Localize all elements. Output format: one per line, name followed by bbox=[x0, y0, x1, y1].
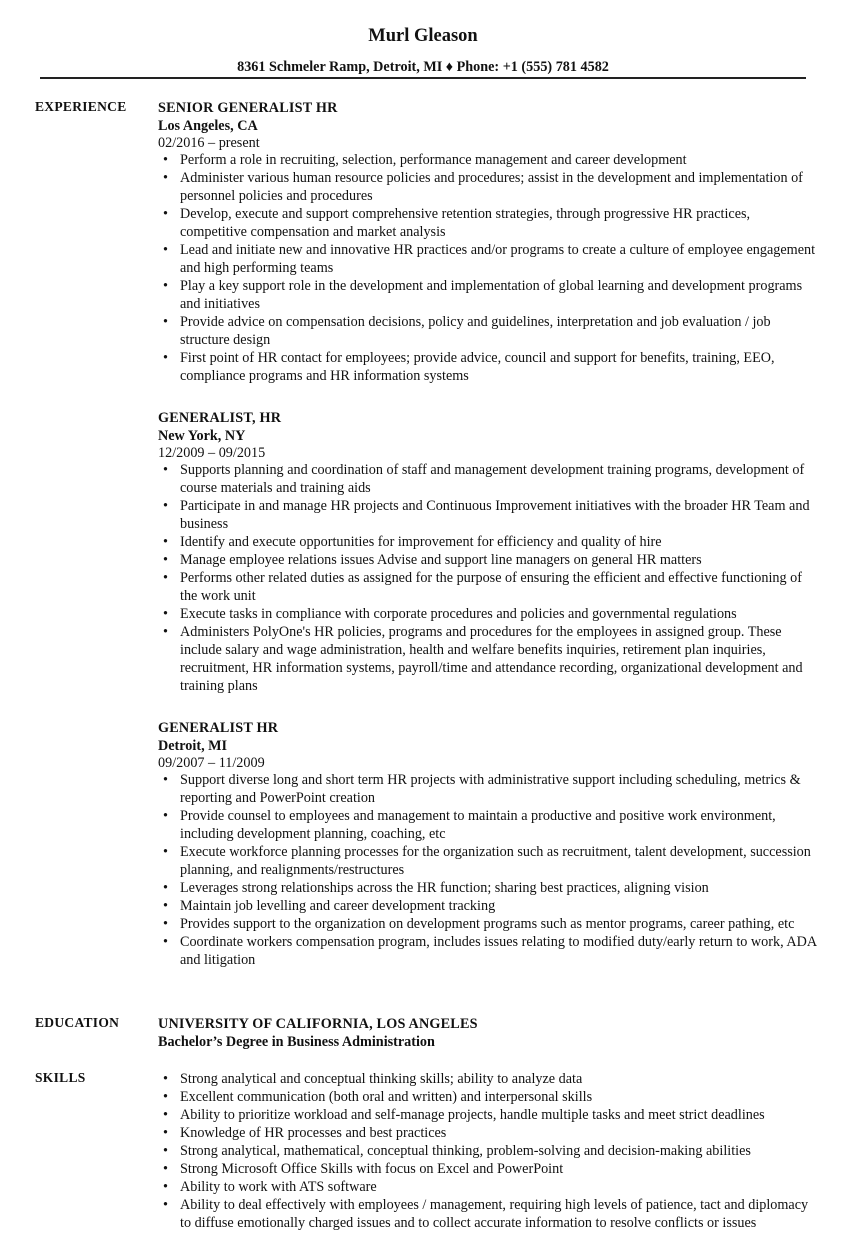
job-dates: 09/2007 – 11/2009 bbox=[158, 755, 265, 771]
education-degree: Bachelor’s Degree in Business Administration bbox=[158, 1034, 435, 1050]
bullet-item: • Develop, execute and support comprehensive retention strategies, through progressive HR practices, competitive compensation and market analysis bbox=[180, 205, 818, 241]
bullet-item: • Participate in and manage HR projects and Continuous Improvement initiatives with the broader HR Team and business bbox=[180, 497, 818, 533]
job-dates: 12/2009 – 09/2015 bbox=[158, 445, 266, 461]
skills-bullets bbox=[158, 1070, 818, 1232]
job-bullets bbox=[158, 151, 818, 385]
bullet-item: • Administers PolyOne's HR policies, programs and procedures for the employees in assigned group. These include salary and wage administration, health and welfare benefits inquiries, retirement plan inquiries, recruitment, HR information systems, payroll/time and attendance recording, organizational development and training plans bbox=[180, 623, 818, 695]
skill-item: • Excellent communication (both oral and written) and interpersonal skills bbox=[180, 1088, 818, 1106]
job-location: Los Angeles, CA bbox=[158, 118, 258, 134]
experience-list bbox=[158, 99, 818, 981]
bullet-item: • Play a key support role in the development and implementation of global learning and development programs and initiatives bbox=[180, 277, 818, 313]
skill-item: • Ability to deal effectively with employees / management, requiring high levels of patience, tact and diplomacy to diffuse emotionally charged issues and to collect accurate information to resolve conflicts or issues bbox=[180, 1196, 818, 1232]
bullet-item: • Supports planning and coordination of staff and management development training programs, development of course materials and training aids bbox=[180, 461, 818, 497]
skill-item: • Ability to work with ATS software bbox=[180, 1178, 818, 1196]
job-title: GENERALIST, HR bbox=[158, 410, 282, 426]
skill-item: • Ability to prioritize workload and self-manage projects, handle multiple tasks and meet strict deadlines bbox=[180, 1106, 818, 1124]
bullet-item: • Maintain job levelling and career development tracking bbox=[180, 897, 818, 915]
bullet-item: • Manage employee relations issues Advise and support line managers on general HR matters bbox=[180, 551, 818, 569]
bullet-item: • Coordinate workers compensation program, includes issues relating to modified duty/early return to work, ADA and litigation bbox=[180, 933, 818, 969]
job-entry bbox=[158, 409, 818, 695]
bullet-item: • Provide counsel to employees and management to maintain a productive and positive work environment, including development planning, coaching, etc bbox=[180, 807, 818, 843]
bullet-item: • Lead and initiate new and innovative HR practices and/or programs to create a culture of employee engagement and high performing teams bbox=[180, 241, 818, 277]
skill-item: • Strong analytical and conceptual thinking skills; ability to analyze data bbox=[180, 1070, 818, 1088]
section-title-education: EDUCATION bbox=[35, 1015, 120, 1030]
bullet-item: • Perform a role in recruiting, selection, performance management and career development bbox=[180, 151, 818, 169]
job-location: Detroit, MI bbox=[158, 738, 228, 754]
job-entry bbox=[158, 719, 818, 969]
skill-item: • Strong Microsoft Office Skills with focus on Excel and PowerPoint bbox=[180, 1160, 818, 1178]
section-title-skills: SKILLS bbox=[35, 1070, 86, 1085]
job-bullets bbox=[158, 461, 818, 695]
skill-item: • Knowledge of HR processes and best practices bbox=[180, 1124, 818, 1142]
bullet-item: • Execute tasks in compliance with corporate procedures and policies and governmental regulations bbox=[180, 605, 818, 623]
bullet-item: • Support diverse long and short term HR projects with administrative support including scheduling, metrics & reporting and PowerPoint creation bbox=[180, 771, 818, 807]
resume-name: Murl Gleason bbox=[368, 26, 478, 46]
bullet-item: • First point of HR contact for employees; provide advice, council and support for benefits, training, EEO, compliance programs and HR information systems bbox=[180, 349, 818, 385]
bullet-item: • Provides support to the organization on development programs such as mentor programs, career pathing, etc bbox=[180, 915, 818, 933]
contact-line: 8361 Schmeler Ramp, Detroit, MI ♦ Phone: +1 (555) 781 4582 bbox=[237, 59, 609, 75]
bullet-item: • Provide advice on compensation decisions, policy and guidelines, interpretation and job evaluation / job structure design bbox=[180, 313, 818, 349]
job-dates: 02/2016 – present bbox=[158, 135, 260, 151]
bullet-item: • Identify and execute opportunities for improvement for efficiency and quality of hire bbox=[180, 533, 818, 551]
bullet-item: • Leverages strong relationships across the HR function; sharing best practices, aligning vision bbox=[180, 879, 818, 897]
bullet-item: • Performs other related duties as assigned for the purpose of ensuring the efficient and effective functioning of the work unit bbox=[180, 569, 818, 605]
job-title: GENERALIST HR bbox=[158, 720, 279, 736]
header-divider bbox=[40, 77, 806, 79]
job-entry bbox=[158, 99, 818, 385]
bullet-item: • Administer various human resource policies and procedures; assist in the development and implementation of personnel policies and procedures bbox=[180, 169, 818, 205]
bullet-item: • Execute workforce planning processes for the organization such as recruitment, talent development, succession planning, and realignments/restructures bbox=[180, 843, 818, 879]
skill-item: • Strong analytical, mathematical, conceptual thinking, problem-solving and decision-making abilities bbox=[180, 1142, 818, 1160]
skills-list bbox=[158, 1070, 818, 1232]
job-bullets bbox=[158, 771, 818, 969]
education-school: UNIVERSITY OF CALIFORNIA, LOS ANGELES bbox=[158, 1016, 478, 1032]
job-title: SENIOR GENERALIST HR bbox=[158, 100, 338, 116]
education-entry bbox=[158, 1015, 818, 1051]
section-title-experience: EXPERIENCE bbox=[35, 99, 127, 114]
job-location: New York, NY bbox=[158, 428, 246, 444]
